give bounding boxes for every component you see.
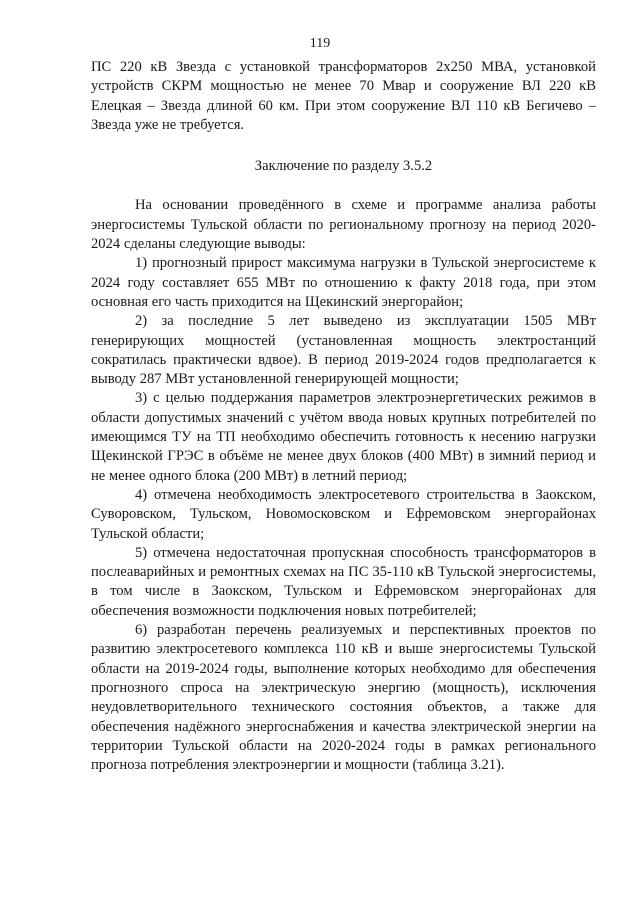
intro-paragraph: ПС 220 кВ Звезда с установкой трансформаторов 2х250 МВА, установкой устройств СКРМ мощностью не менее 70 Мвар и сооружение ВЛ 220 кВ Елецкая – Звезда длиной 60 км. При этом сооружение ВЛ 110 кВ Бегичево – Звезда уже не требуется. (91, 59, 596, 133)
conclusion-item-1: 1) прогнозный прирост максимума нагрузки в Тульской энергосистеме к 2024 году составляет 655 МВт по отношению к факту 2018 года, при этом основная его часть приходится на Щекинский энергорайон; (91, 255, 596, 310)
conclusion-item-4: 4) отмечена необходимость электросетевого строительства в Заокском, Суворовском, Тульском, Новомосковском и Ефремовском энергорайонах Тульской области; (91, 486, 596, 542)
conclusion-item-2: 2) за последние 5 лет выведено из эксплуатации 1505 МВт генерирующих мощностей (установленная мощность электростанций сократилась практически вдвое). В период 2019-2024 годов предполагается к выводу 287 МВт установленной генерирующей мощности; (91, 313, 596, 388)
section-heading: Заключение по разделу 3.5.2 (254, 158, 433, 175)
conclusion-item-3: 3) с целью поддержания параметров электроэнергетических режимов в области допустимых значений с учётом ввода новых крупных потребителей по имеющимся ТУ на ТП необходимо обеспечить готовность к несению нагрузки Щекинской ГРЭС в объёме не менее двух блоков (400 МВт) в зимний период и не менее одного блока (200 МВт) в летний период; (91, 390, 596, 484)
conclusion-item-6: 6) разработан перечень реализуемых и перспективных проектов по развитию электросетевого комплекса 110 кВ и выше энергосистемы Тульской области на 2019-2024 годы, выполнение которых необходимо для обеспечения прогнозного спроса на электрическую энергию (мощность), исключения неудовлетворительного технического состояния объектов, а также для обеспечения надёжного энергоснабжения и качества электрической энергии на территории Тульской области на 2020-2024 годы в рамках регионального прогноза потребления электроэнергии и мощности (таблица 3.21). (91, 622, 596, 774)
conclusion-item-5: 5) отмечена недостаточная пропускная способность трансформаторов в послеаварийных и ремонтных схемах на ПС 35-110 кВ Тульской энергосистемы, в том числе в Заокском, Тульском и Ефремовском энергорайонах для обеспечения возможности подключения новых потребителей; (91, 544, 596, 619)
document-body (91, 58, 596, 775)
page-number: 119 (309, 36, 331, 51)
lead-paragraph: На основании проведённого в схеме и программе анализа работы энергосистемы Тульской области по региональному прогнозу на период 2020-2024 сделаны следующие выводы: (91, 197, 596, 253)
